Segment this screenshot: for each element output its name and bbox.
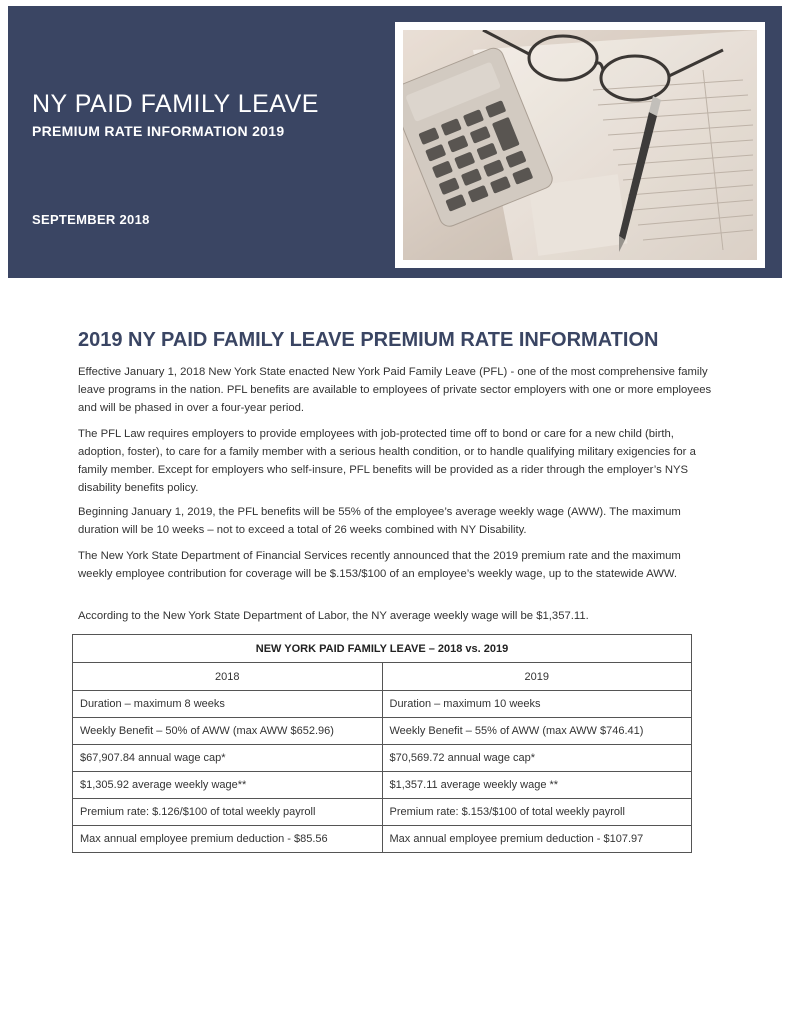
comparison-table <box>72 634 692 853</box>
table-cell-2019: Premium rate: $.153/$100 of total weekly payroll <box>382 799 692 826</box>
banner-title: NY PAID FAMILY LEAVE <box>32 90 319 118</box>
table-cell-2018: Duration – maximum 8 weeks <box>73 691 383 718</box>
table-cell-2019: $70,569.72 annual wage cap* <box>382 745 692 772</box>
paragraph-benefits-2019: Beginning January 1, 2019, the PFL benefits will be 55% of the employee’s average weekly wage (AWW). The maximum duration will be 10 weeks – not to exceed a total of 26 weeks combined with NY Disability. <box>78 506 681 536</box>
table-cell-2019: Duration – maximum 10 weeks <box>382 691 692 718</box>
paragraph-intro: Effective January 1, 2018 New York State enacted New York Paid Family Leave (PFL) - one of the most comprehensive family leave programs in the nation. PFL benefits are available to employees of private sector employers with one or more employees and will be phased in over a four-year period. <box>78 366 712 414</box>
paragraph-average-weekly-wage: According to the New York State Department of Labor, the NY average weekly wage will be $1,357.11. <box>78 610 589 622</box>
header-photo <box>403 30 757 260</box>
table-row <box>73 826 692 853</box>
table-cell-2019: Max annual employee premium deduction - $107.97 <box>382 826 692 853</box>
table-row <box>73 745 692 772</box>
column-header-2018: 2018 <box>73 663 383 691</box>
table-row <box>73 772 692 799</box>
table-cell-2018: Premium rate: $.126/$100 of total weekly payroll <box>73 799 383 826</box>
table-cell-2018: $67,907.84 annual wage cap* <box>73 745 383 772</box>
table-row <box>73 799 692 826</box>
table-cell-2018: Weekly Benefit – 50% of AWW (max AWW $652.96) <box>73 718 383 745</box>
photo-frame <box>395 22 765 268</box>
banner-subtitle: PREMIUM RATE INFORMATION 2019 <box>32 123 285 139</box>
table-row <box>73 691 692 718</box>
banner-date: SEPTEMBER 2018 <box>32 212 150 227</box>
paragraph-premium-rate: The New York State Department of Financial Services recently announced that the 2019 premium rate and the maximum weekly employee contribution for coverage will be $.153/$100 of an employee’s weekly wage, up to the statewide AWW. <box>78 550 681 580</box>
table-cell-2018: $1,305.92 average weekly wage** <box>73 772 383 799</box>
header-banner <box>8 6 782 278</box>
page-title: 2019 NY PAID FAMILY LEAVE PREMIUM RATE INFORMATION <box>78 329 659 351</box>
paragraph-pfl-law: The PFL Law requires employers to provide employees with job-protected time off to bond or care for a new child (birth, adoption, foster), to care for a family member with a serious health condition, or to handle qualifying military exigencies for a family member. Except for employers who self-insure, PFL benefits will be provided as a rider through the employer’s NYS disability benefits policy. <box>78 428 696 494</box>
table-row <box>73 718 692 745</box>
table-cell-2019: Weekly Benefit – 55% of AWW (max AWW $746.41) <box>382 718 692 745</box>
table-cell-2018: Max annual employee premium deduction - $85.56 <box>73 826 383 853</box>
table-title: NEW YORK PAID FAMILY LEAVE – 2018 vs. 2019 <box>73 635 692 663</box>
table-cell-2019: $1,357.11 average weekly wage ** <box>382 772 692 799</box>
column-header-2019: 2019 <box>382 663 692 691</box>
